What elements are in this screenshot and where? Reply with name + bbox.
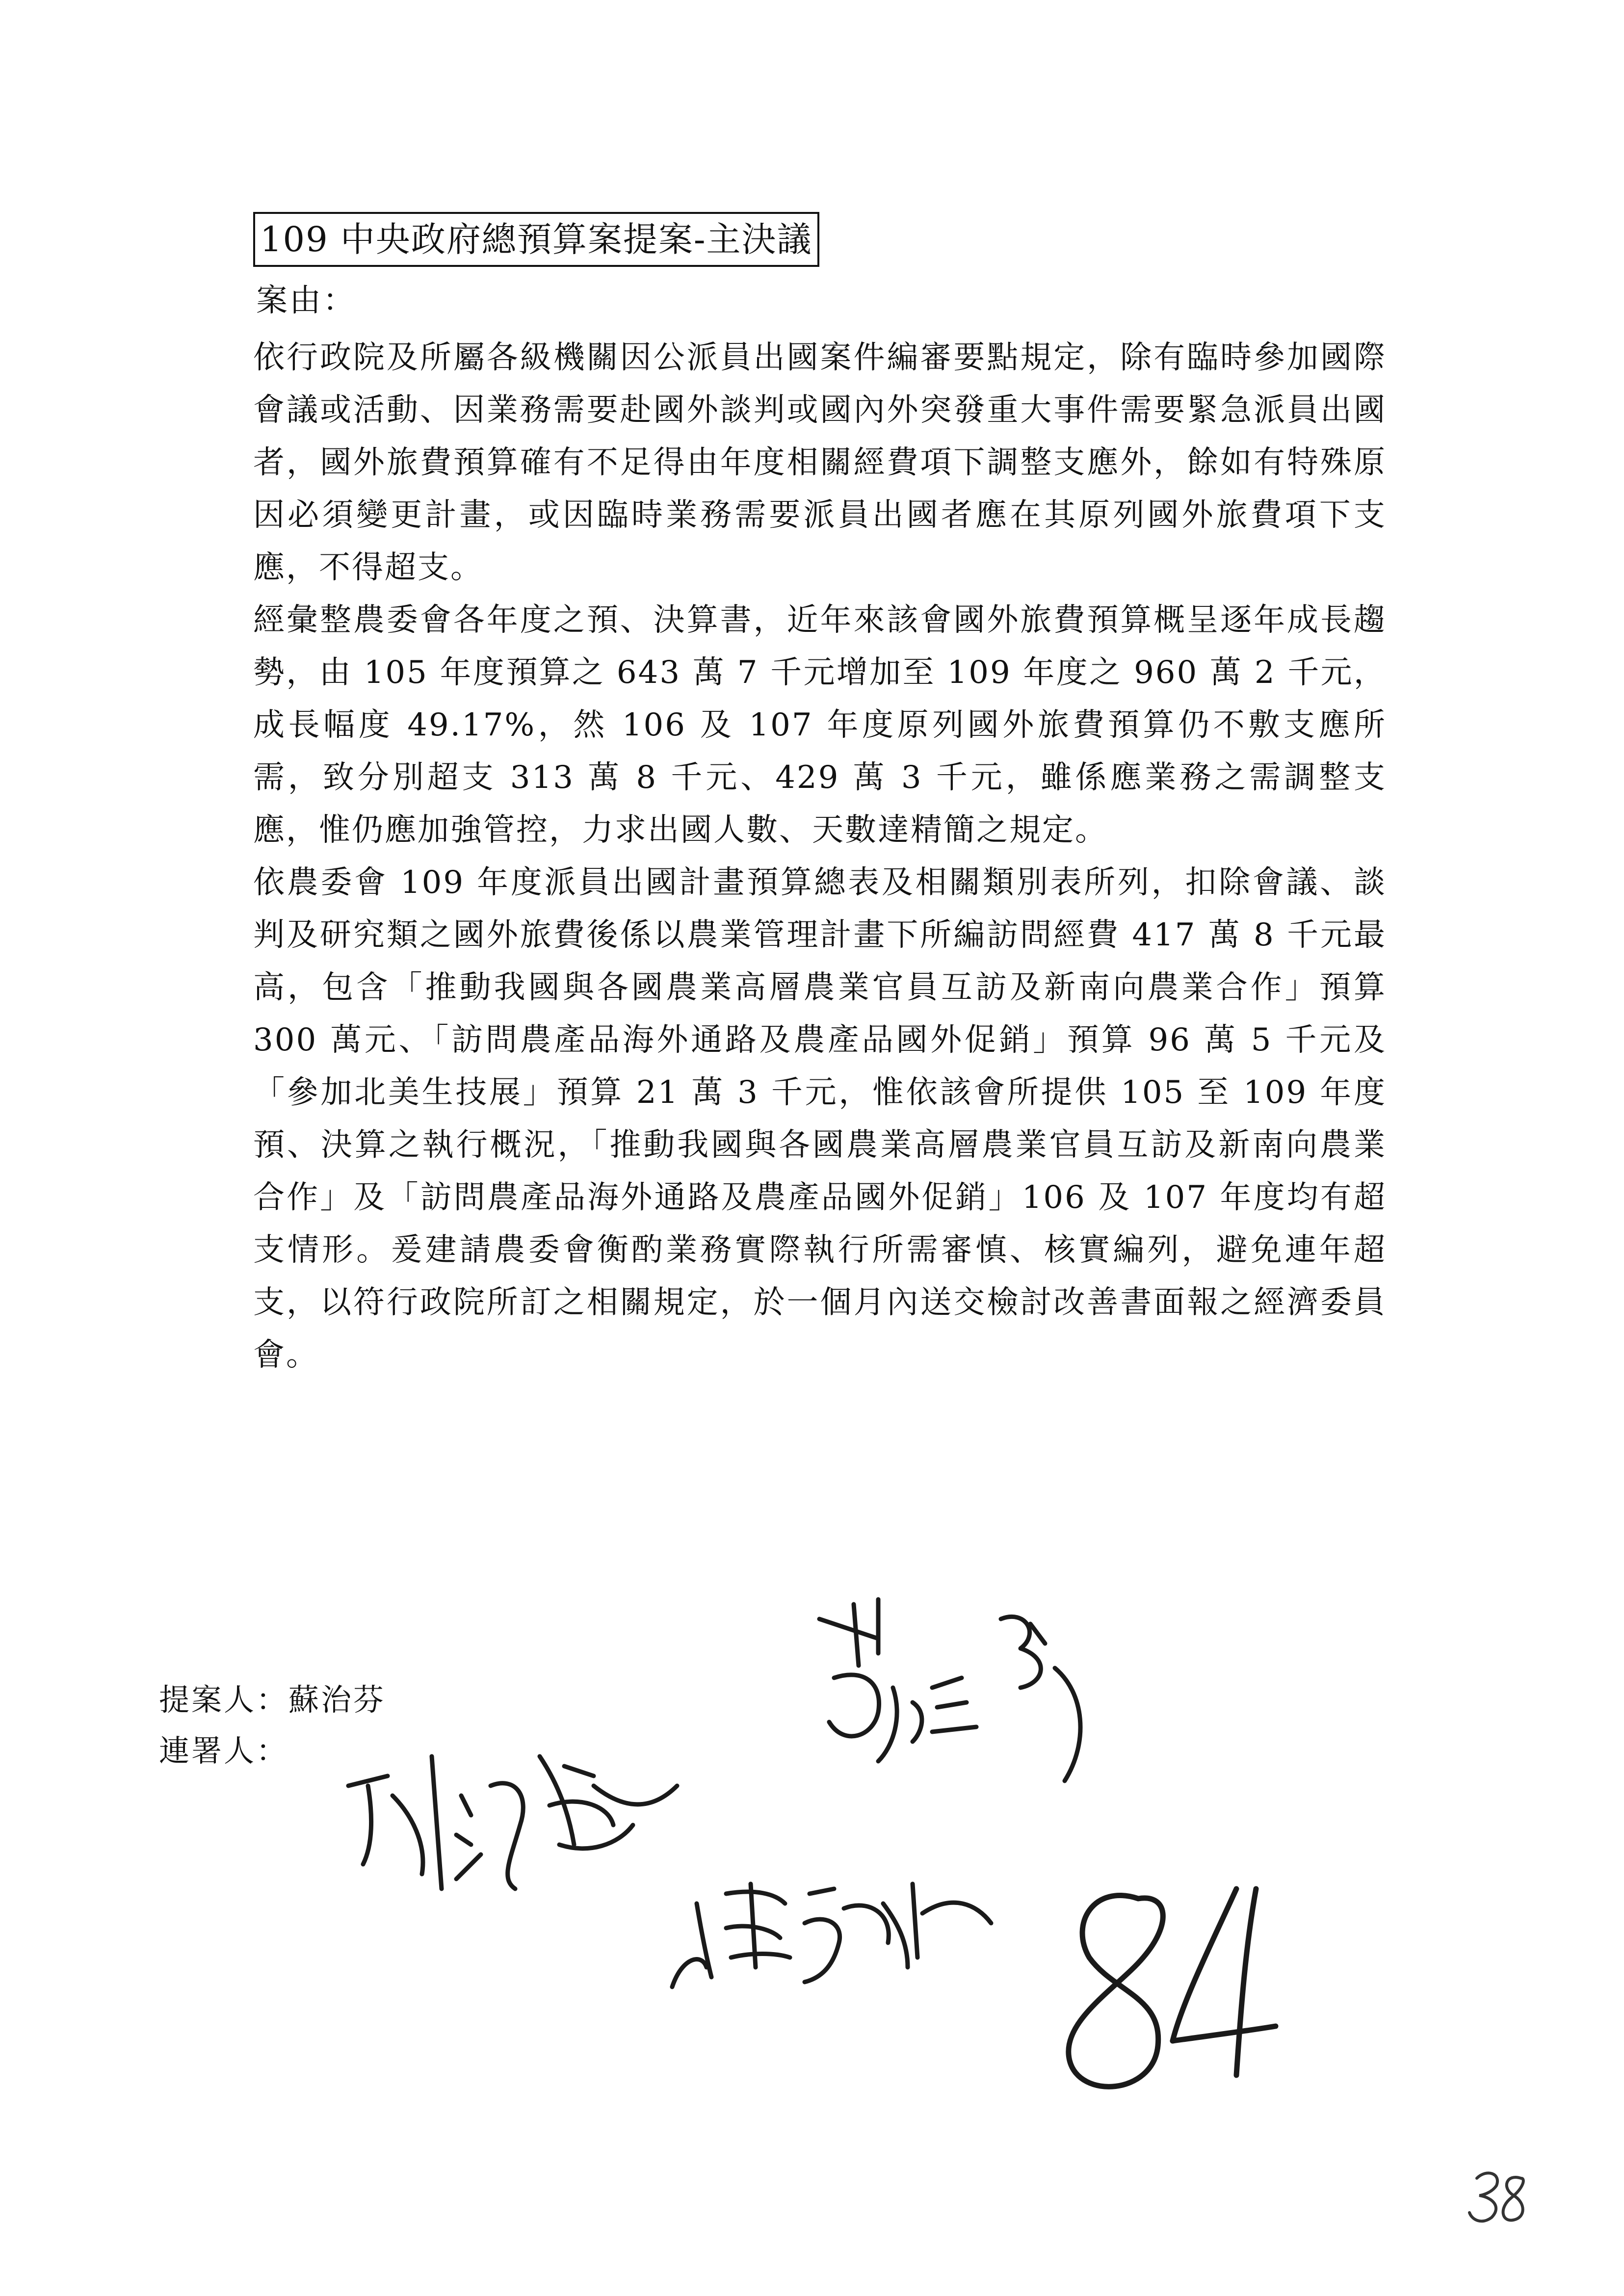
document-title: 109 中央政府總預算案提案-主決議 [253,212,819,267]
handwritten-number-84 [1069,1889,1276,2087]
body-paragraph-regulation: 依行政院及所屬各級機關因公派員出國案件編審要點規定，除有臨時參加國際會議或活動、因業務需要赴國外談判或國內外突發重大事件需要緊急派員出國者，國外旅費預算確有不足得由年度相關經費項下調整支應外，餘如有特殊原因必須變更計畫，或因臨時業務需要派員出國者應在其原列國外旅費項下支應，不得超支。 [253,339,1387,586]
handwritten-page-number-38 [1469,2173,1523,2221]
reason-label: 案由： [256,283,356,319]
document-body [253,332,1387,1382]
body-paragraph-budget-trend: 經彙整農委會各年度之預、決算書，近年來該會國外旅費預算概呈逐年成長趨勢，由 105 年度預算之 643 萬 7 千元增加至 109 年度之 960 萬 2 千元，成長幅度 49.17%，然 106 及 107 年度原列國外旅費預算仍不敷支應所需，致分別超支 313 萬 8 千元、429 萬 3 千元，雖係應業務之需調整支應，惟仍應加強管控，力求出國人數、天數達精簡之規定。 [253,602,1387,848]
proposer-label: 提案人：蘇治芬 [159,1682,386,1718]
signature-cosigner-2 [672,1884,991,1987]
cosigner-label: 連署人： [159,1733,289,1769]
body-paragraph-recommendation: 依農委會 109 年度派員出國計畫預算總表及相關類別表所列，扣除會議、談判及研究類之國外旅費後係以農業管理計畫下所編訪問經費 417 萬 8 千元最高，包含「推動我國與各國農業高層農業官員互訪及新南向農業合作」預算 300 萬元、「訪問農產品海外通路及農產品國外促銷」預算 96 萬 5 千元及「參加北美生技展」預算 21 萬 3 千元，惟依該會所提供 105 至 109 年度預、決算之執行概況，「推動我國與各國農業高層農業官員互訪及新南向農業合作」及「訪問農產品海外通路及農產品國外促銷」106 及 107 年度均有超支情形。爰建請農委會衡酌業務實際執行所需審慎、核實編列，避免連年超支，以符行政院所訂之相關規定，於一個月內送交檢討改善書面報之經濟委員會。 [253,864,1387,1373]
signature-cosigner-1 [348,1756,677,1889]
signature-proposer [819,1599,1080,1781]
